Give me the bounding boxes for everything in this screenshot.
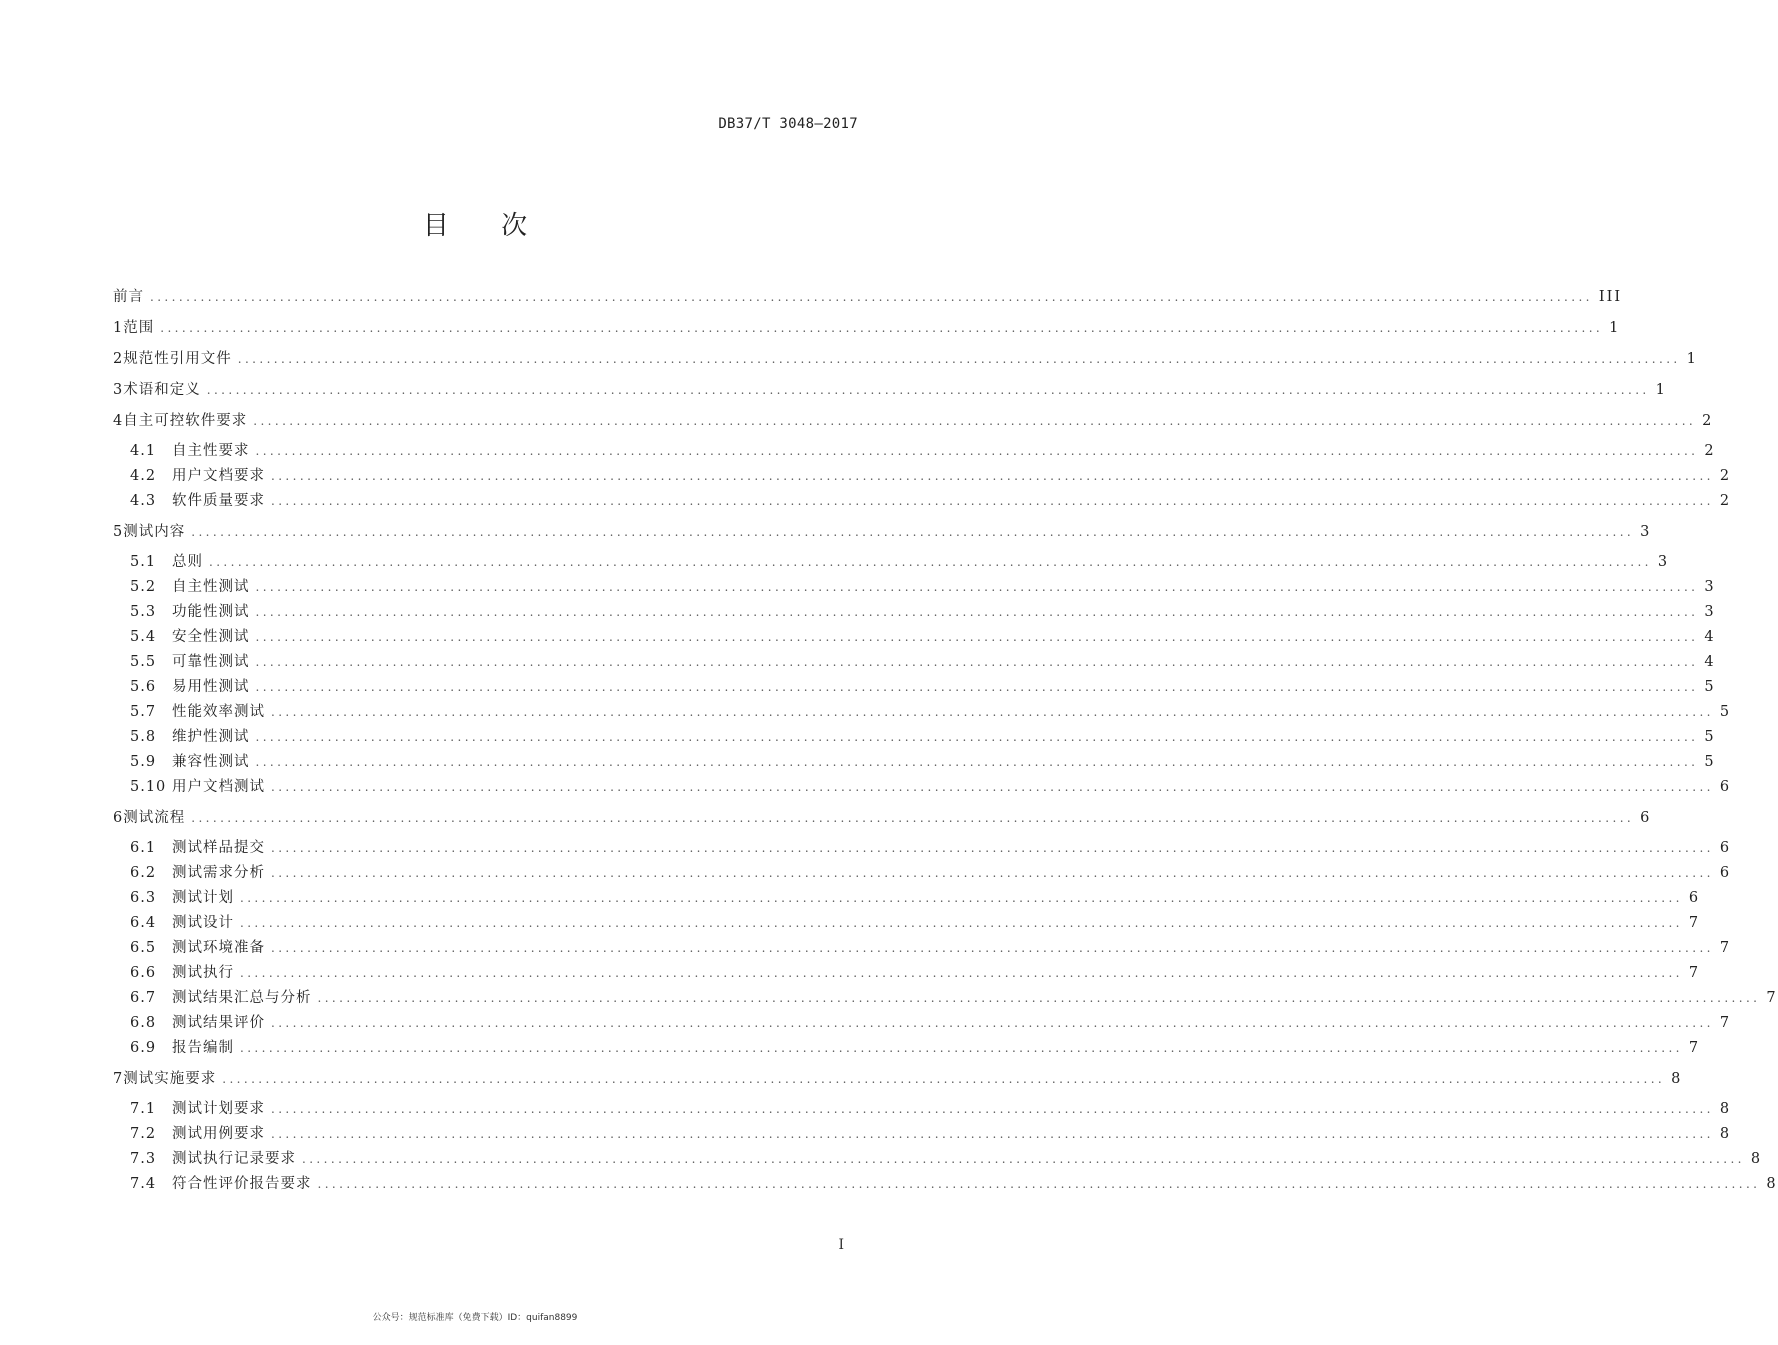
toc-leader-dots: ........................................................................................................................................................................................................ [240,1041,1683,1055]
toc-entry-page: 2 [1704,443,1716,459]
toc-entry-number: 4.2 [130,468,157,484]
toc-entry[interactable] [113,963,1701,983]
toc-entry-number: 5.1 [130,554,157,570]
toc-entry[interactable] [113,411,1714,431]
toc-leader-dots: ........................................................................................................................................................................................................ [240,891,1683,905]
toc-entry[interactable] [113,863,1732,883]
toc-entry-label: 安全性测试 [172,629,250,645]
toc-entry[interactable] [113,552,1670,572]
toc-entry-page: 5 [1704,679,1716,695]
toc-entry-page: 5 [1719,704,1732,720]
toc-entry[interactable] [113,1038,1701,1058]
toc-entry-label: 自主性测试 [172,579,250,595]
toc-entry-page: 8 [1750,1151,1763,1167]
standard-code: DB37/T 3048—2017 [718,116,858,132]
toc-entry[interactable] [113,677,1716,697]
toc-leader-dots: ........................................................................................................................................................................................................ [255,680,1699,694]
toc-entry-label: 用户文档要求 [172,468,265,484]
toc-entry[interactable] [113,522,1652,542]
page-title: 目 次 [422,211,550,241]
toc-entry[interactable] [113,602,1716,622]
toc-leader-dots: ........................................................................................................................................................................................................ [206,383,1650,397]
toc-entry-label: 测试样品提交 [172,840,265,856]
toc-entry-page: 5 [1704,754,1716,770]
toc-entry-label: 测试用例要求 [172,1126,265,1142]
page-number: I [838,1237,844,1253]
toc-leader-dots: ........................................................................................................................................................................................................ [302,1152,1745,1166]
toc-entry-number: 5.5 [130,654,157,670]
toc-entry-label: 易用性测试 [172,679,250,695]
toc-entry-page: 5 [1704,729,1716,745]
toc-leader-dots: ........................................................................................................................................................................................................ [271,469,1714,483]
toc-entry-number: 6.1 [130,840,157,856]
toc-leader-dots: ........................................................................................................................................................................................................ [191,811,1635,825]
toc-entry-label: 功能性测试 [172,604,250,620]
toc-entry-number: 6.9 [130,1040,157,1056]
toc-entry-label: 总则 [172,554,203,570]
toc-entry-page: 6 [1719,865,1732,881]
toc-leader-dots: ........................................................................................................................................................................................................ [209,555,1652,569]
toc-entry-page: 7 [1766,990,1778,1006]
toc-entry-number: 5.6 [130,679,157,695]
toc-leader-dots: ........................................................................................................................................................................................................ [150,290,1593,304]
toc-leader-dots: ........................................................................................................................................................................................................ [237,352,1681,366]
toc-entry-number: 1 [113,320,124,336]
toc-entry-page: 2 [1719,468,1732,484]
toc-entry-number: 3 [113,382,124,398]
toc-entry-label: 前言 [113,289,144,305]
toc-entry-number: 6.7 [130,990,157,1006]
toc-entry-label: 测试结果汇总与分析 [172,990,312,1006]
toc-entry[interactable] [113,491,1732,511]
toc-entry-label: 用户文档测试 [172,779,265,795]
toc-entry-page: 1 [1655,382,1667,398]
toc-entry[interactable] [113,1099,1732,1119]
toc-entry-label: 性能效率测试 [172,704,265,720]
toc-leader-dots: ........................................................................................................................................................................................................ [255,605,1699,619]
toc-leader-dots: ........................................................................................................................................................................................................ [271,841,1714,855]
toc-entry-number: 4.1 [130,443,157,459]
toc-entry-label: 可靠性测试 [172,654,250,670]
toc-entry-label: 报告编制 [172,1040,234,1056]
toc-leader-dots: ........................................................................................................................................................................................................ [160,321,1604,335]
toc-leader-dots: ........................................................................................................................................................................................................ [255,755,1699,769]
toc-leader-dots: ........................................................................................................................................................................................................ [255,630,1699,644]
toc-entry-page: 1 [1609,320,1621,336]
toc-entry-label: 测试设计 [172,915,234,931]
toc-entry-page: 8 [1671,1071,1683,1087]
toc-entry-number: 7.1 [130,1101,157,1117]
toc-entry[interactable] [113,466,1732,486]
toc-entry-number: 5.4 [130,629,157,645]
toc-entry-number: 5.10 [130,779,167,795]
toc-entry-label: 测试实施要求 [123,1071,217,1087]
toc-entry-number: 4 [113,413,124,429]
toc-entry[interactable] [113,988,1778,1008]
toc-entry[interactable] [113,1013,1732,1033]
toc-entry-label: 维护性测试 [172,729,250,745]
toc-entry[interactable] [113,1149,1763,1169]
toc-entry[interactable] [113,287,1623,307]
toc-entry-page: 6 [1719,779,1732,795]
toc-leader-dots: ........................................................................................................................................................................................................ [240,966,1683,980]
toc-entry[interactable] [113,349,1698,369]
toc-entry-page: 8 [1766,1176,1778,1192]
toc-leader-dots: ........................................................................................................................................................................................................ [271,1016,1714,1030]
toc-entry-label: 测试流程 [123,810,186,826]
toc-entry-page: 6 [1688,890,1701,906]
toc-entry-page: 3 [1657,554,1670,570]
toc-leader-dots: ........................................................................................................................................................................................................ [271,941,1714,955]
toc-leader-dots: ........................................................................................................................................................................................................ [271,1102,1714,1116]
toc-entry[interactable] [113,777,1732,797]
toc-entry-page: 8 [1719,1126,1732,1142]
toc-entry-number: 6.6 [130,965,157,981]
toc-entry-number: 6 [113,810,124,826]
toc-entry-number: 5.2 [130,579,157,595]
toc-entry-page: 6 [1640,810,1652,826]
toc-entry-page: 7 [1688,915,1701,931]
table-of-contents [113,287,1778,1194]
toc-entry-number: 7.3 [130,1151,157,1167]
toc-leader-dots: ........................................................................................................................................................................................................ [317,1177,1761,1191]
toc-entry-number: 5.9 [130,754,157,770]
toc-leader-dots: ........................................................................................................................................................................................................ [222,1072,1666,1086]
toc-leader-dots: ........................................................................................................................................................................................................ [255,655,1699,669]
toc-entry-label: 软件质量要求 [172,493,265,509]
toc-entry-number: 7.4 [130,1176,157,1192]
toc-entry[interactable] [113,808,1652,828]
toc-entry-label: 测试执行记录要求 [172,1151,296,1167]
toc-entry[interactable] [113,888,1701,908]
toc-entry-label: 测试计划 [172,890,234,906]
toc-entry-label: 测试计划要求 [172,1101,265,1117]
toc-entry-number: 6.4 [130,915,157,931]
toc-entry-number: 2 [113,351,124,367]
toc-entry[interactable] [113,652,1716,672]
toc-entry-page: 8 [1719,1101,1732,1117]
toc-entry-page: 7 [1719,940,1732,956]
toc-entry[interactable] [113,627,1716,647]
toc-entry-number: 4.3 [130,493,157,509]
toc-leader-dots: ........................................................................................................................................................................................................ [255,580,1699,594]
toc-entry-page: 7 [1719,1015,1732,1031]
toc-entry-label: 测试环境准备 [172,940,265,956]
toc-entry-page: 3 [1704,604,1716,620]
toc-leader-dots: ........................................................................................................................................................................................................ [240,916,1683,930]
toc-entry-number: 6.2 [130,865,157,881]
toc-entry-page: 3 [1704,579,1716,595]
toc-entry[interactable] [113,1124,1732,1144]
toc-entry-page: 7 [1688,965,1701,981]
toc-entry-page: 3 [1640,524,1652,540]
toc-entry[interactable] [113,1174,1778,1194]
toc-entry-number: 7 [113,1071,124,1087]
toc-entry-page: 4 [1704,654,1716,670]
toc-entry-label: 规范性引用文件 [123,351,232,367]
toc-entry[interactable] [113,727,1716,747]
toc-entry[interactable] [113,702,1732,722]
toc-leader-dots: ........................................................................................................................................................................................................ [271,866,1714,880]
toc-entry-label: 测试执行 [172,965,234,981]
toc-entry-page: III [1598,289,1623,305]
toc-entry-number: 5 [113,524,124,540]
toc-entry-number: 5.8 [130,729,157,745]
toc-entry-page: 6 [1719,840,1732,856]
footer-note: 公众号：规范标准库（免费下载）ID：quifan8899 [372,1313,578,1323]
toc-leader-dots: ........................................................................................................................................................................................................ [191,525,1635,539]
toc-entry[interactable] [113,752,1716,772]
toc-entry[interactable] [113,1069,1683,1089]
toc-entry-number: 6.5 [130,940,157,956]
toc-entry[interactable] [113,913,1701,933]
toc-entry[interactable] [113,318,1621,338]
toc-entry-number: 6.8 [130,1015,157,1031]
toc-leader-dots: ........................................................................................................................................................................................................ [271,494,1714,508]
toc-leader-dots: ........................................................................................................................................................................................................ [317,991,1761,1005]
toc-leader-dots: ........................................................................................................................................................................................................ [271,1127,1714,1141]
toc-entry-number: 5.7 [130,704,157,720]
toc-entry[interactable] [113,577,1716,597]
toc-entry-label: 范围 [123,320,155,336]
toc-entry[interactable] [113,838,1732,858]
toc-entry-number: 5.3 [130,604,157,620]
toc-entry-page: 2 [1702,413,1714,429]
toc-entry[interactable] [113,380,1667,400]
toc-entry-label: 术语和定义 [123,382,201,398]
toc-entry-page: 7 [1688,1040,1701,1056]
toc-entry-number: 6.3 [130,890,157,906]
toc-entry[interactable] [113,441,1716,461]
toc-leader-dots: ........................................................................................................................................................................................................ [271,780,1714,794]
toc-entry-number: 7.2 [130,1126,157,1142]
toc-entry[interactable] [113,938,1732,958]
toc-entry-label: 测试结果评价 [172,1015,265,1031]
toc-entry-page: 2 [1719,493,1732,509]
toc-entry-label: 自主性要求 [172,443,250,459]
toc-entry-label: 测试内容 [123,524,186,540]
toc-entry-label: 兼容性测试 [172,754,250,770]
toc-leader-dots: ........................................................................................................................................................................................................ [255,730,1699,744]
toc-entry-page: 1 [1686,351,1698,367]
toc-leader-dots: ........................................................................................................................................................................................................ [271,705,1714,719]
toc-entry-label: 测试需求分析 [172,865,265,881]
toc-entry-label: 自主可控软件要求 [123,413,248,429]
toc-leader-dots: ........................................................................................................................................................................................................ [253,414,1697,428]
toc-entry-label: 符合性评价报告要求 [172,1176,312,1192]
toc-leader-dots: ........................................................................................................................................................................................................ [255,444,1699,458]
toc-entry-page: 4 [1704,629,1716,645]
